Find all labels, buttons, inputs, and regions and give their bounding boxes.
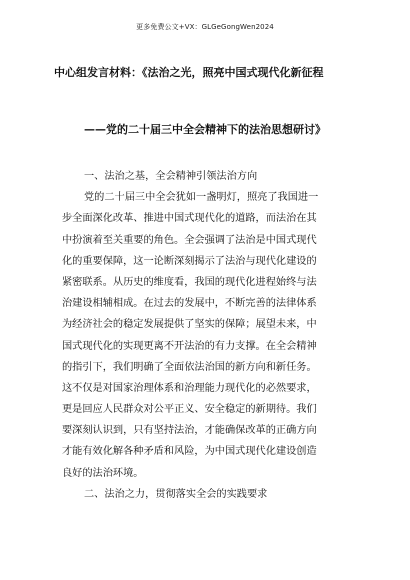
paragraph-line: 治建设相辅相成。在过去的发展中，不断完善的法律体系 xyxy=(62,298,317,310)
paragraph-line: 的指引下，我们明确了全面依法治国的新方向和新任务。 xyxy=(62,361,317,373)
paragraph-line: 紧密联系。从历史的维度看，我国的现代化进程始终与法 xyxy=(62,276,317,288)
document-title-line-2: ——党的二十届三中全会精神下的法治思想研讨》 xyxy=(84,123,326,136)
paragraph-line: 才能有效化解各种矛盾和风险，为中国式现代化建设创造 xyxy=(62,446,317,458)
paragraph-line: 为经济社会的稳定发展提供了坚实的保障；展望未来，中 xyxy=(62,319,317,331)
paragraph-line: 更是回应人民群众对公平正义、安全稳定的新期待。我们 xyxy=(62,404,317,416)
paragraph-line: 步全面深化改革、推进中国式现代化的道路，而法治在其 xyxy=(62,213,317,225)
section-heading-2: 二、法治之力，贯彻落实全会的实践要求 xyxy=(84,488,268,500)
paragraph-line: 要深刻认识到，只有坚持法治，才能确保改革的正确方向 xyxy=(62,425,317,437)
paragraph-line: 化的重要保障，这一论断深刻揭示了法治与现代化建设的 xyxy=(62,255,317,267)
section-heading-1: 一、法治之基，全会精神引领法治方向 xyxy=(84,171,258,182)
paragraph-line: 中扮演着至关重要的角色。全会强调了法治是中国式现代 xyxy=(62,234,317,246)
header-watermark: 更多免费公文+VX：GLGeGongWen2024 xyxy=(136,23,274,31)
paragraph-line: 这不仅是对国家治理体系和治理能力现代化的必然要求， xyxy=(62,382,317,394)
paragraph-line: 国式现代化的实现更离不开法治的有力支撑。在全会精神 xyxy=(62,340,317,352)
document-title-line-1: 中心组发言材料：《法治之光，照亮中国式现代化新征程 xyxy=(54,66,324,79)
document-body xyxy=(62,166,352,505)
paragraph-line: 良好的法治环境。 xyxy=(62,467,144,479)
paragraph-line: 党的二十届三中全会犹如一盏明灯，照亮了我国进一 xyxy=(84,192,319,204)
